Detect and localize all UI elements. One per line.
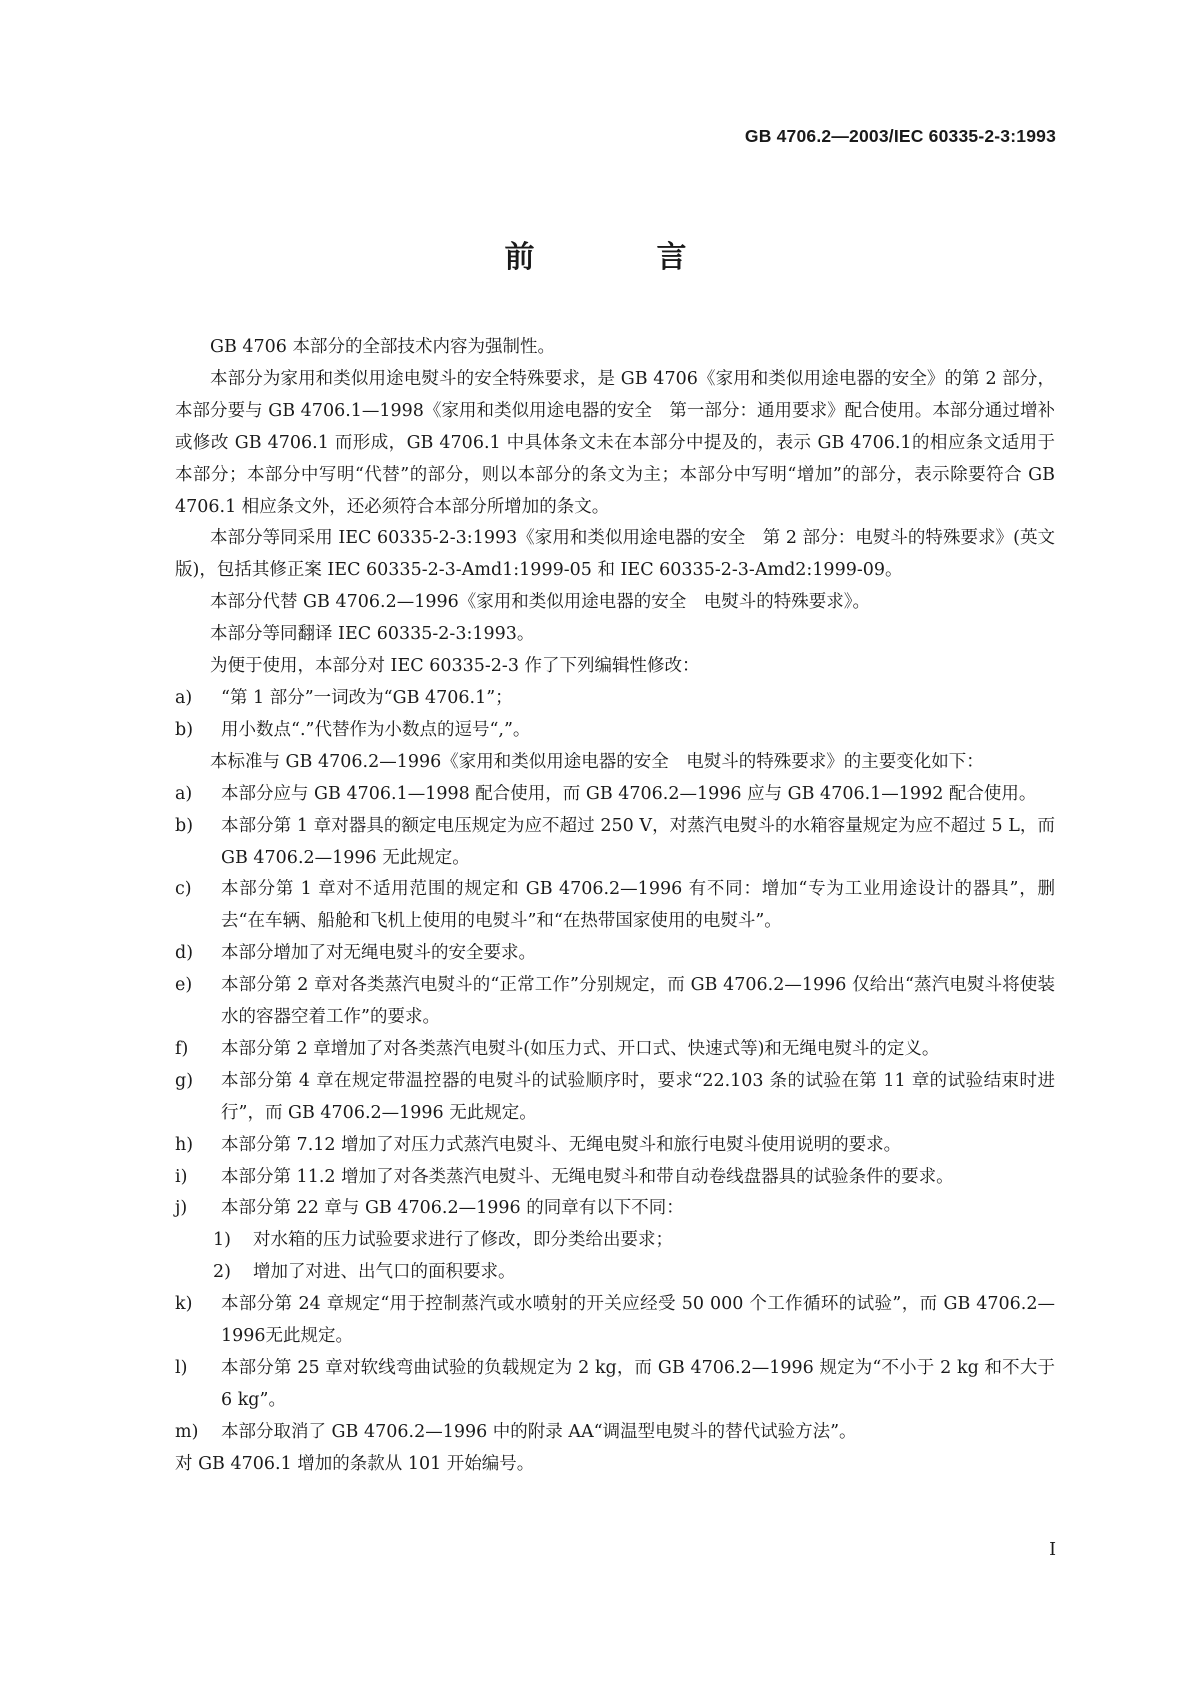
list-text: 用小数点“.”代替作为小数点的逗号“,”。 (221, 719, 531, 740)
list-label: k) (175, 1294, 193, 1315)
list-item (175, 938, 1055, 970)
list-text: 本部分第 24 章规定“用于控制蒸汽或水喷射的开关应经受 50 000 个工作循环的试验”，而 GB 4706.2—1996无此规定。 (221, 1294, 1055, 1347)
list-text: 本部分第 25 章对软线弯曲试验的负载规定为 2 kg，而 GB 4706.2—1996 规定为“不小于 2 kg 和不大于 6 kg”。 (221, 1358, 1055, 1410)
paragraph: 本部分代替 GB 4706.2—1996《家用和类似用途电器的安全 电熨斗的特殊要求》。 (210, 592, 870, 613)
list-item (175, 1162, 1055, 1194)
paragraph: GB 4706 本部分的全部技术内容为强制性。 (210, 337, 556, 357)
list-item (175, 1193, 1055, 1225)
sub-list-item (175, 1225, 1055, 1257)
list-item (175, 811, 1055, 875)
list-text: 本部分第 2 章增加了对各类蒸汽电熨斗(如压力式、开口式、快速式等)和无绳电熨斗的定义。 (221, 1038, 940, 1059)
list-text: 本部分第 1 章对不适用范围的规定和 GB 4706.2—1996 有不同：增加“专为工业用途设计的器具”，删去“在车辆、船舱和飞机上使用的电熨斗”和“在热带国家使用的电熨斗”。 (221, 879, 1055, 932)
document-body (175, 332, 1055, 1481)
list-text: 本部分第 4 章在规定带温控器的电熨斗的试验顺序时，要求“22.103 条的试验在第 11 章的试验结束时进行”，而 GB 4706.2—1996 无此规定。 (221, 1070, 1055, 1123)
paragraph: 本部分等同翻译 IEC 60335-2-3:1993。 (210, 624, 535, 645)
list-text: 本部分应与 GB 4706.1—1998 配合使用，而 GB 4706.2—1996 应与 GB 4706.1—1992 配合使用。 (221, 783, 1037, 804)
sub-list-item (175, 1257, 1055, 1289)
paragraph: 本部分为家用和类似用途电熨斗的安全特殊要求，是 GB 4706《家用和类似用途电器的安全》的第 2 部分，本部分要与 GB 4706.1—1998《家用和类似用途电器的安全 第一部分：通用要求》配合使用。本部分通过增补或修改 GB 4706.1 而形成，GB 4706.1 中具体条文未在本部分中提及的，表示 GB 4706.1的相应条文适用于本部分；本部分中写明“代替”的部分，则以本部分的条文为主；本部分中写明“增加”的部分，表示除要符合 GB 4706.1 相应条文外，还必须符合本部分所增加的条文。 (175, 368, 1055, 517)
list-label: h) (175, 1134, 194, 1155)
list-label: g) (175, 1070, 194, 1091)
list-text: 本部分第 11.2 增加了对各类蒸汽电熨斗、无绳电熨斗和带自动卷线盘器具的试验条件的要求。 (221, 1166, 954, 1187)
list-item (175, 779, 1055, 811)
list-item (175, 874, 1055, 938)
paragraph: 本部分等同采用 IEC 60335-2-3:1993《家用和类似用途电器的安全 第 2 部分：电熨斗的特殊要求》(英文版)，包括其修正案 IEC 60335-2-3-Amd1:1999-05 和 IEC 60335-2-3-Amd2:1999-09。 (175, 528, 1055, 581)
list-label: m) (175, 1421, 199, 1442)
list-label: f) (175, 1038, 189, 1059)
list-text: 本部分第 2 章对各类蒸汽电熨斗的“正常工作”分别规定，而 GB 4706.2—1996 仅给出“蒸汽电熨斗将使装水的容器空着工作”的要求。 (221, 975, 1055, 1028)
list-text: “第 1 部分”一词改为“GB 4706.1”； (221, 687, 513, 708)
list-item (175, 1066, 1055, 1130)
list-label: l) (175, 1358, 188, 1378)
list-label: b) (175, 719, 194, 740)
paragraph: 为便于使用，本部分对 IEC 60335-2-3 作了下列编辑性修改： (210, 656, 700, 677)
list-text: 本部分第 22 章与 GB 4706.2—1996 的同章有以下不同： (221, 1198, 684, 1219)
list-label: d) (175, 943, 194, 964)
page-title: 前 言 (504, 240, 733, 275)
list-text: 对水箱的压力试验要求进行了修改，即分类给出要求； (253, 1230, 673, 1251)
closing-paragraph: 对 GB 4706.1 增加的条款从 101 开始编号。 (175, 1453, 535, 1474)
list-label: 1) (213, 1230, 231, 1251)
list-item (175, 1417, 1055, 1449)
list-label: a) (175, 687, 193, 708)
list-label: a) (175, 783, 193, 804)
list-item (175, 1353, 1055, 1417)
list-item (175, 1130, 1055, 1162)
list-text: 本部分第 7.12 增加了对压力式蒸汽电熨斗、无绳电熨斗和旅行电熨斗使用说明的要求。 (221, 1134, 902, 1155)
list-item (175, 1034, 1055, 1066)
changes-intro: 本标准与 GB 4706.2—1996《家用和类似用途电器的安全 电熨斗的特殊要求》的主要变化如下： (210, 751, 984, 772)
list-item (175, 970, 1055, 1034)
list-item (175, 715, 1055, 747)
list-item (175, 683, 1055, 715)
list-label: c) (175, 879, 192, 900)
list-label: j) (175, 1198, 188, 1219)
standard-code: GB 4706.2—2003/IEC 60335-2-3:1993 (744, 126, 1056, 146)
list-text: 本部分取消了 GB 4706.2—1996 中的附录 AA“调温型电熨斗的替代试验方法”。 (221, 1421, 857, 1442)
list-label: b) (175, 815, 194, 836)
list-text: 本部分增加了对无绳电熨斗的安全要求。 (221, 943, 536, 964)
list-item (175, 1289, 1055, 1353)
list-label: i) (175, 1166, 188, 1187)
list-label: e) (175, 975, 193, 996)
list-label: 2) (213, 1262, 231, 1283)
list-text: 本部分第 1 章对器具的额定电压规定为应不超过 250 V，对蒸汽电熨斗的水箱容量规定为应不超过 5 L，而 GB 4706.2—1996 无此规定。 (221, 815, 1055, 868)
page-number: I (1049, 1540, 1056, 1560)
list-text: 增加了对进、出气口的面积要求。 (253, 1262, 516, 1283)
